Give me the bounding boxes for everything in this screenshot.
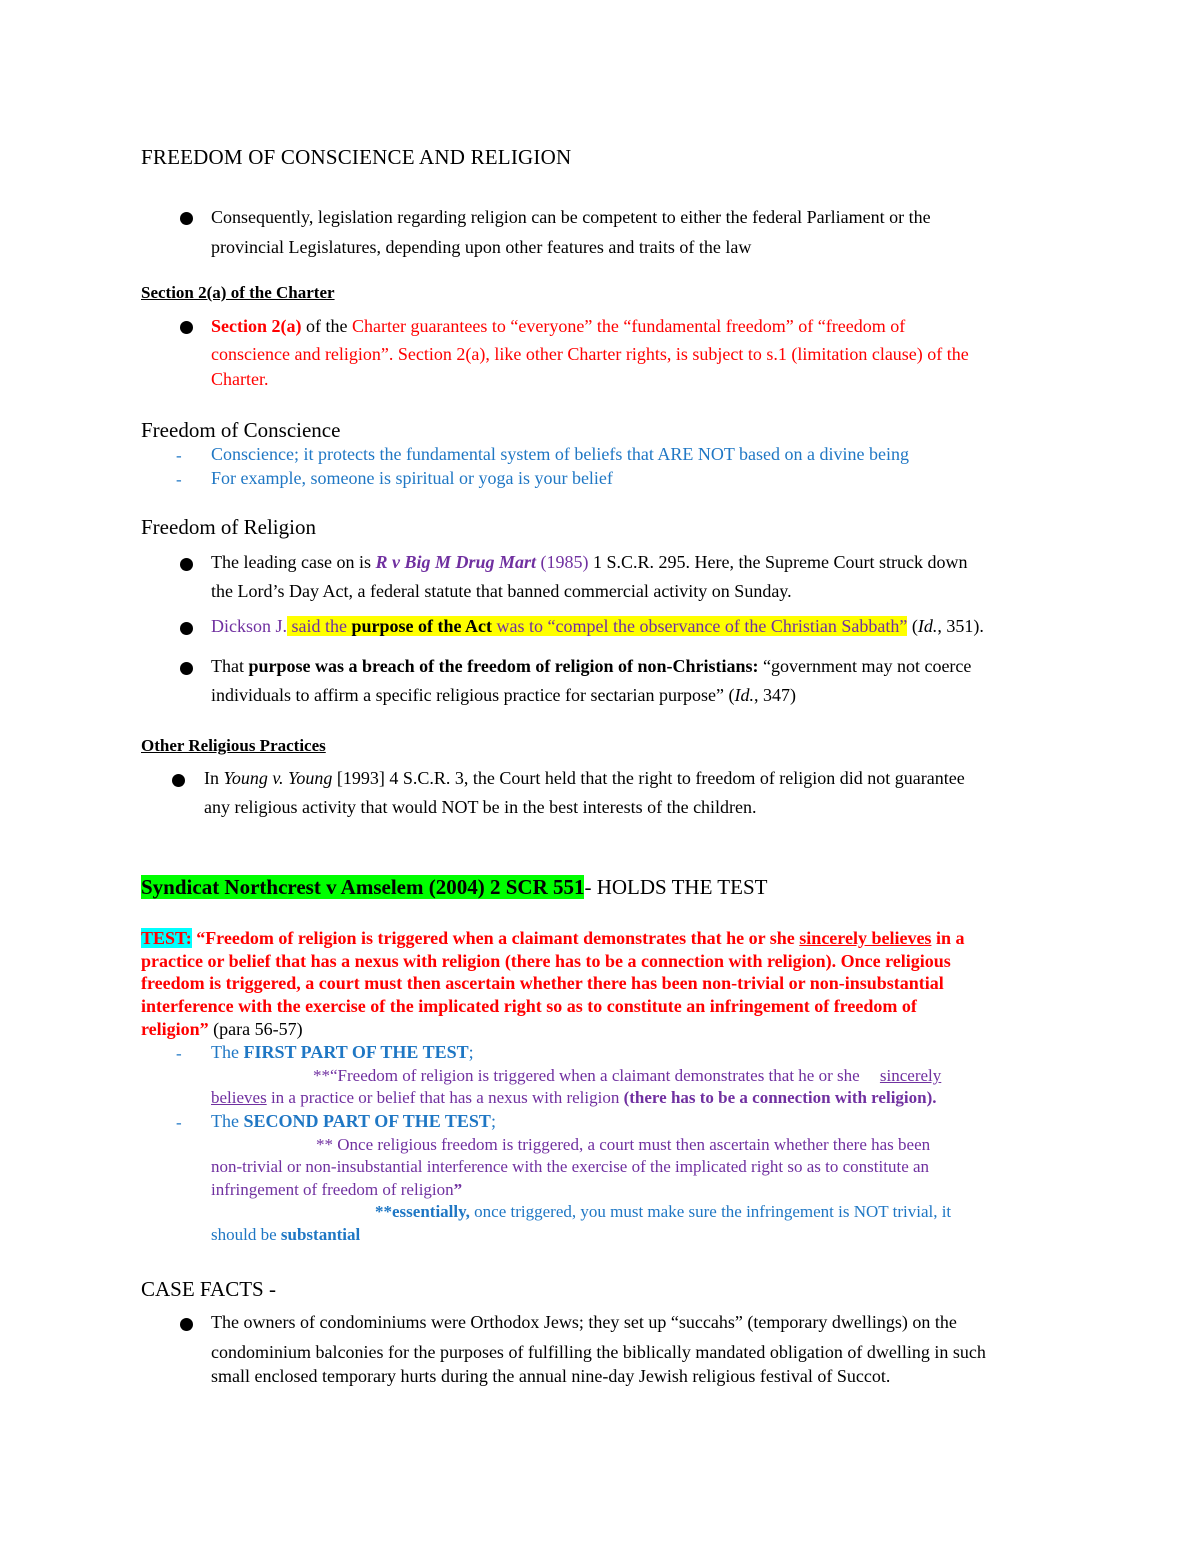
- religion-heading: Freedom of Religion: [141, 515, 316, 539]
- syndicat-heading: [141, 875, 767, 900]
- facts-line-2: condominium balconies for the purposes of fulfilling the biblically mandated obligation of dwelling in such: [211, 1342, 986, 1362]
- highlight-span: was to “compel the observance of the Christian Sabbath”: [492, 616, 908, 636]
- text-span: purpose was a breach of the freedom of religion of non-Christians:: [248, 656, 759, 676]
- test-line-3: freedom is triggered, a court must then ascertain whether there has been non-trivial or non-insubstantial: [141, 973, 944, 993]
- text-span: In: [204, 768, 224, 788]
- second-part-quote-line-3: [211, 1180, 462, 1200]
- test-line-4: interference with the exercise of the implicated right so as to constitute an infringement of freedom of: [141, 996, 917, 1016]
- case-name: Young v. Young: [223, 768, 333, 788]
- dash-icon: -: [176, 446, 182, 465]
- conscience-item: Conscience; it protects the fundamental system of beliefs that ARE NOT based on a divine being: [211, 444, 910, 464]
- conscience-heading: Freedom of Conscience: [141, 418, 341, 442]
- other-line-2: any religious activity that would NOT be in the best interests of the children.: [204, 797, 757, 817]
- text-span: “Freedom of religion is triggered when a claimant demonstrates that he or she: [191, 928, 800, 948]
- other-line-1: [204, 768, 965, 790]
- first-part-quote-line-1: [313, 1066, 941, 1086]
- section-2a-line-1: [211, 316, 905, 338]
- text-span: ;: [468, 1042, 474, 1062]
- bullet-icon: [180, 558, 193, 571]
- text-span: Dickson J.: [211, 616, 287, 636]
- text-span: ;: [490, 1111, 496, 1131]
- text-span: in a: [931, 928, 965, 948]
- text-span: religion”: [141, 1019, 209, 1039]
- other-heading: Other Religious Practices: [141, 736, 326, 755]
- intro-line-1: Consequently, legislation regarding religion can be competent to either the federal Parliament or the: [211, 207, 931, 227]
- text-span: That: [211, 656, 249, 676]
- religion-bullet-1-line-2: the Lord’s Day Act, a federal statute that banned commercial activity on Sunday.: [211, 581, 792, 601]
- page-title: FREEDOM OF CONSCIENCE AND RELIGION: [141, 145, 572, 169]
- second-part-heading: [211, 1111, 496, 1133]
- test-label: TEST:: [141, 928, 192, 948]
- text-span: should be: [211, 1225, 281, 1244]
- text-span: “government may not coerce: [758, 656, 972, 676]
- second-part-quote-line-1: ** Once religious freedom is triggered, a court must then ascertain whether there has been: [316, 1135, 931, 1154]
- bullet-icon: [180, 1318, 193, 1331]
- section-2a-line-2: conscience and religion”. Section 2(a), like other Charter rights, is subject to s.1 (limitation clause) of the: [211, 344, 969, 364]
- text-span: **essentially,: [375, 1202, 470, 1221]
- text-span: , 351).: [937, 616, 984, 636]
- text-span: 1 S.C.R. 295. Here, the Supreme Court struck down: [588, 552, 968, 572]
- section-2a-label: Section 2(a): [211, 316, 302, 336]
- text-span: Charter guarantees to “everyone” the “fundamental freedom” of “freedom of: [351, 316, 906, 336]
- text-span: The leading case on is: [211, 552, 376, 572]
- text-span: [1993] 4 S.C.R. 3, the Court held that the right to freedom of religion did not guarantee: [332, 768, 965, 788]
- bullet-icon: [180, 662, 193, 675]
- dash-icon: -: [176, 1113, 182, 1132]
- text-span: Id.: [734, 685, 754, 705]
- text-span: SECOND PART OF THE TEST: [243, 1111, 491, 1131]
- bullet-icon: [180, 212, 193, 225]
- highlight-span: said the: [287, 616, 352, 636]
- case-facts-heading: CASE FACTS -: [141, 1277, 276, 1301]
- text-span: infringement of freedom of religion: [211, 1180, 454, 1199]
- intro-line-2: provincial Legislatures, depending upon other features and traits of the law: [211, 237, 752, 257]
- facts-line-3: small enclosed temporary hurts during the annual nine-day Jewish religious festival of Succot.: [211, 1366, 891, 1386]
- highlight-span: purpose of the Act: [351, 616, 492, 636]
- text-span: “Freedom of religion is triggered when a claimant demonstrates that he or she: [330, 1066, 864, 1085]
- test-line-2: practice or belief that has a nexus with religion (there has to be a connection with religion). Once religious: [141, 951, 951, 971]
- text-span: Id.: [917, 616, 938, 636]
- text-span: **: [313, 1066, 330, 1085]
- text-span: (para 56-57): [208, 1019, 303, 1039]
- text-span: believes: [211, 1088, 267, 1107]
- text-span: in a practice or belief that has a nexus with religion: [266, 1088, 624, 1107]
- second-part-quote-line-2: non-trivial or non-insubstantial interference with the exercise of the implicated right so as to constitute an: [211, 1157, 930, 1176]
- text-span: substantial: [280, 1225, 361, 1244]
- case-name: Syndicat Northcrest v Amselem (2004) 2 SCR 551: [141, 875, 585, 899]
- first-part-heading: [211, 1042, 474, 1064]
- case-name: R v Big M Drug Mart: [375, 552, 536, 572]
- case-year: (1985): [536, 552, 589, 572]
- text-span: The: [211, 1042, 244, 1062]
- essentially-line-2: [211, 1225, 360, 1245]
- facts-line-1: The owners of condominiums were Orthodox Jews; they set up “succahs” (temporary dwellings) on the: [211, 1312, 957, 1332]
- text-span: of the: [301, 316, 352, 336]
- religion-bullet-1-line-1: [211, 552, 967, 574]
- religion-bullet-2: [211, 616, 984, 638]
- text-span: - HOLDS THE TEST: [584, 875, 768, 899]
- text-span: (: [907, 616, 918, 636]
- test-line-1: [141, 928, 964, 950]
- text-span: ”: [453, 1180, 463, 1199]
- test-line-5: [141, 1019, 303, 1041]
- bullet-icon: [172, 774, 185, 787]
- dash-icon: -: [176, 1044, 182, 1063]
- text-span: sincerely believes: [799, 928, 932, 948]
- first-part-quote-line-2: [211, 1088, 937, 1108]
- section-2a-heading: Section 2(a) of the Charter: [141, 283, 335, 302]
- section-2a-line-3: Charter.: [211, 369, 269, 389]
- text-span: once triggered, you must make sure the infringement is NOT trivial, it: [469, 1202, 952, 1221]
- text-span: (there has to be a connection with religion).: [623, 1088, 937, 1107]
- text-span: The: [211, 1111, 244, 1131]
- dash-icon: -: [176, 470, 182, 489]
- essentially-line-1: [375, 1202, 951, 1222]
- conscience-item: For example, someone is spiritual or yoga is your belief: [211, 468, 613, 488]
- religion-bullet-3-line-2: [211, 685, 796, 707]
- text-span: , 347): [753, 685, 796, 705]
- bullet-icon: [180, 321, 193, 334]
- religion-bullet-3-line-1: [211, 656, 971, 678]
- text-span: FIRST PART OF THE TEST: [243, 1042, 469, 1062]
- text-span: sincerely: [879, 1066, 942, 1085]
- bullet-icon: [180, 622, 193, 635]
- text-span: individuals to affirm a specific religious practice for sectarian purpose” (: [211, 685, 735, 705]
